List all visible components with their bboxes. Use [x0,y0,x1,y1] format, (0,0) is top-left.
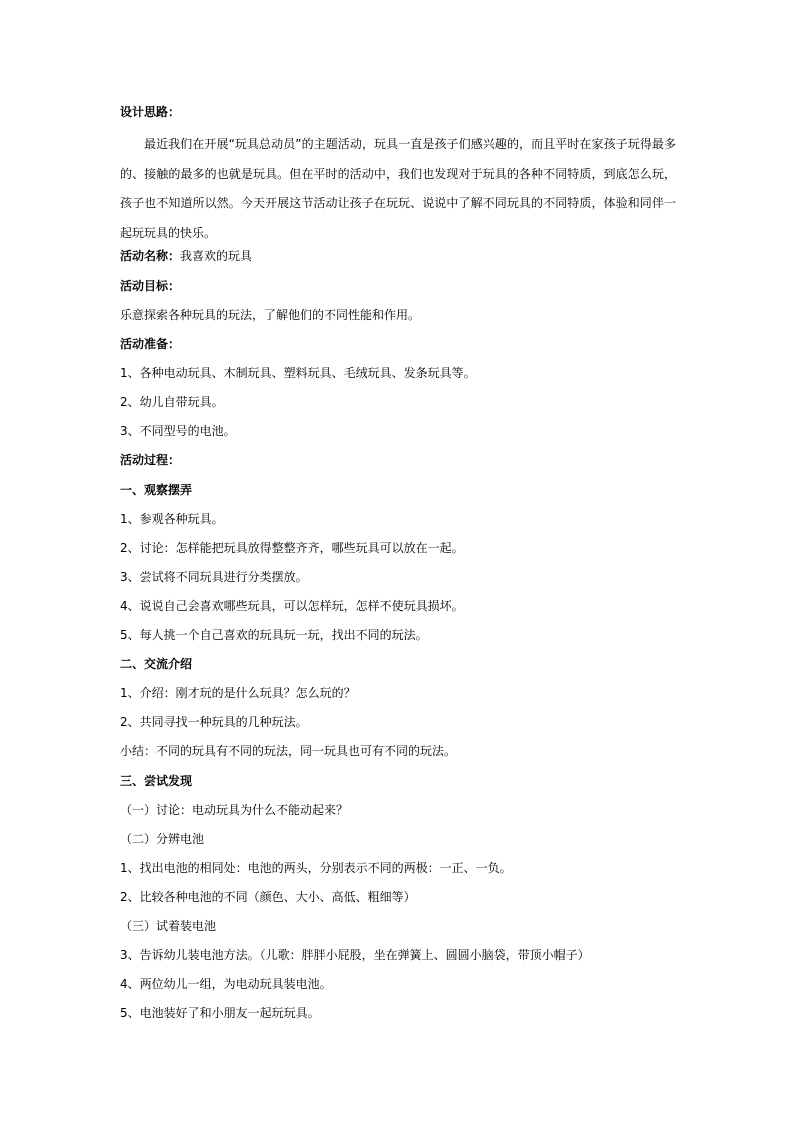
activity-name-value: 我喜欢的玩具 [180,249,253,263]
section-title: 二、交流介绍 [120,657,193,671]
goal-text: 乐意探索各种玩具的玩法，了解他们的不同性能和作用。 [120,308,421,322]
list-item: 5、每人挑一个自己喜欢的玩具玩一玩，找出不同的玩法。 [120,628,428,642]
prep-heading: 活动准备： [120,337,181,351]
prep-item: 3、不同型号的电池。 [120,424,236,438]
prep-item: 1、各种电动玩具、木制玩具、塑料玩具、毛绒玩具、发条玩具等。 [120,366,476,380]
list-item: 1、参观各种玩具。 [120,512,224,526]
list-item: 2、共同寻找一种玩具的几种玩法。 [120,715,308,729]
activity-name-label: 活动名称： [120,249,181,263]
list-item: 2、比较各种电池的不同（颜色、大小、高低、粗细等） [120,890,416,904]
process-heading: 活动过程： [120,453,181,467]
list-item: 3、尝试将不同玩具进行分类摆放。 [120,570,308,584]
list-item: 1、介绍：刚才玩的是什么玩具？怎么玩的？ [120,686,356,700]
list-item: （二）分辨电池 [120,832,205,846]
section-title: 三、尝试发现 [120,774,193,788]
activity-name-line [120,248,252,264]
list-item: 4、说说自己会喜欢哪些玩具，可以怎样玩，怎样不使玩具损坏。 [120,599,464,613]
list-item: 2、讨论：怎样能把玩具放得整整齐齐，哪些玩具可以放在一起。 [120,541,464,555]
section-title: 一、观察摆弄 [120,483,193,497]
goal-heading: 活动目标： [120,279,181,293]
list-item: 1、找出电池的相同处：电池的两头，分别表示不同的两极：一正、一负。 [120,861,512,875]
design-paragraph: 最近我们在开展“玩具总动员”的主题活动，玩具一直是孩子们感兴趣的，而且平时在家孩子玩得最多的、接触的最多的也就是玩具。但在平时的活动中，我们也发现对于玩具的各种不同特质，到底怎么玩，孩子也不知道所以然。今天开展这节活动让孩子在玩玩、说说中了解不同玩具的不同特质，体验和同伴一起玩玩具的快乐。 [120,137,676,240]
list-item: 4、两位幼儿一组，为电动玩具装电池。 [120,977,332,991]
list-item: （三）试着装电池 [120,919,217,933]
design-heading: 设计思路： [120,105,181,119]
prep-item: 2、幼儿自带玩具。 [120,395,224,409]
list-item: 5、电池装好了和小朋友一起玩玩具。 [120,1006,320,1020]
list-item: 3、告诉幼儿装电池方法。（儿歌：胖胖小屁股，坐在弹簧上、圆圆小脑袋，带顶小帽子） [120,948,590,962]
list-item: （一）讨论：电动玩具为什么不能动起来？ [120,803,349,817]
summary-text: 小结：不同的玩具有不同的玩法，同一玩具也可有不同的玩法。 [120,744,457,758]
